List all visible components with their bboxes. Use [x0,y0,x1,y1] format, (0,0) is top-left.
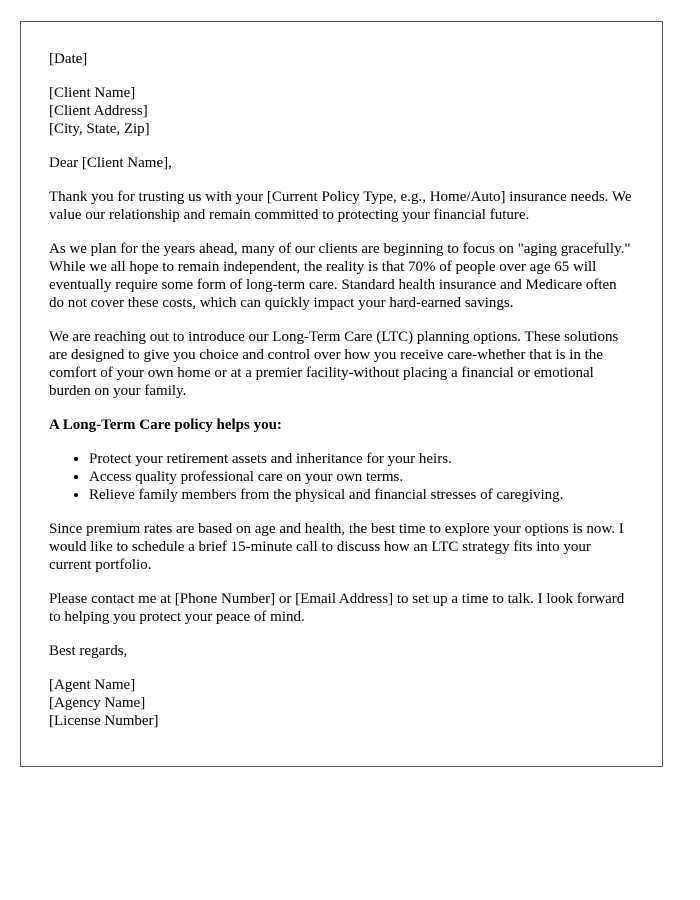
agent-name: [Agent Name] [49,677,136,693]
benefit-item: • Protect your retirement assets and inheritance for your heirs. [89,450,634,468]
benefit-item: • Access quality professional care on your own terms. [89,468,634,486]
paragraph-ltc-options: We are reaching out to introduce our Long-Term Care (LTC) planning options. These solutions are designed to give you choice and control over how you receive care-whether that is in the comfort of your own home or at a premier facility-without placing a financial or emotional burden on your family. [49,329,619,399]
signature-block [49,676,634,730]
salutation: Dear [Client Name], [49,155,172,171]
client-name: [Client Name] [49,85,136,101]
agency-name: [Agency Name] [49,695,146,711]
paragraph-aging: As we plan for the years ahead, many of our clients are beginning to focus on "aging gracefully." While we all hope to remain independent, the reality is that 70% of people over age 65 will eventually require some form of long-term care. Standard health insurance and Medicare often do not cover these costs, which can quickly impact your hard-earned savings. [49,241,631,311]
client-address: [Client Address] [49,103,148,119]
paragraph-intro: Thank you for trusting us with your [Current Policy Type, e.g., Home/Auto] insurance needs. We value our relationship and remain committed to protecting your financial future. [49,189,632,223]
benefits-list [49,450,634,504]
benefits-heading: A Long-Term Care policy helps you: [49,417,282,433]
client-city-state-zip: [City, State, Zip] [49,121,150,137]
date: [Date] [49,51,88,67]
recipient-address [49,84,634,138]
paragraph-contact: Please contact me at [Phone Number] or [Email Address] to set up a time to talk. I look forward to helping you protect your peace of mind. [49,591,625,625]
license-number: [License Number] [49,713,159,729]
letter [20,21,663,767]
signoff: Best regards, [49,643,128,659]
benefit-item: • Relieve family members from the physical and financial stresses of caregiving. [89,486,634,504]
paragraph-premium: Since premium rates are based on age and health, the best time to explore your options is now. I would like to schedule a brief 15-minute call to discuss how an LTC strategy fits into your current portfolio. [49,521,624,573]
